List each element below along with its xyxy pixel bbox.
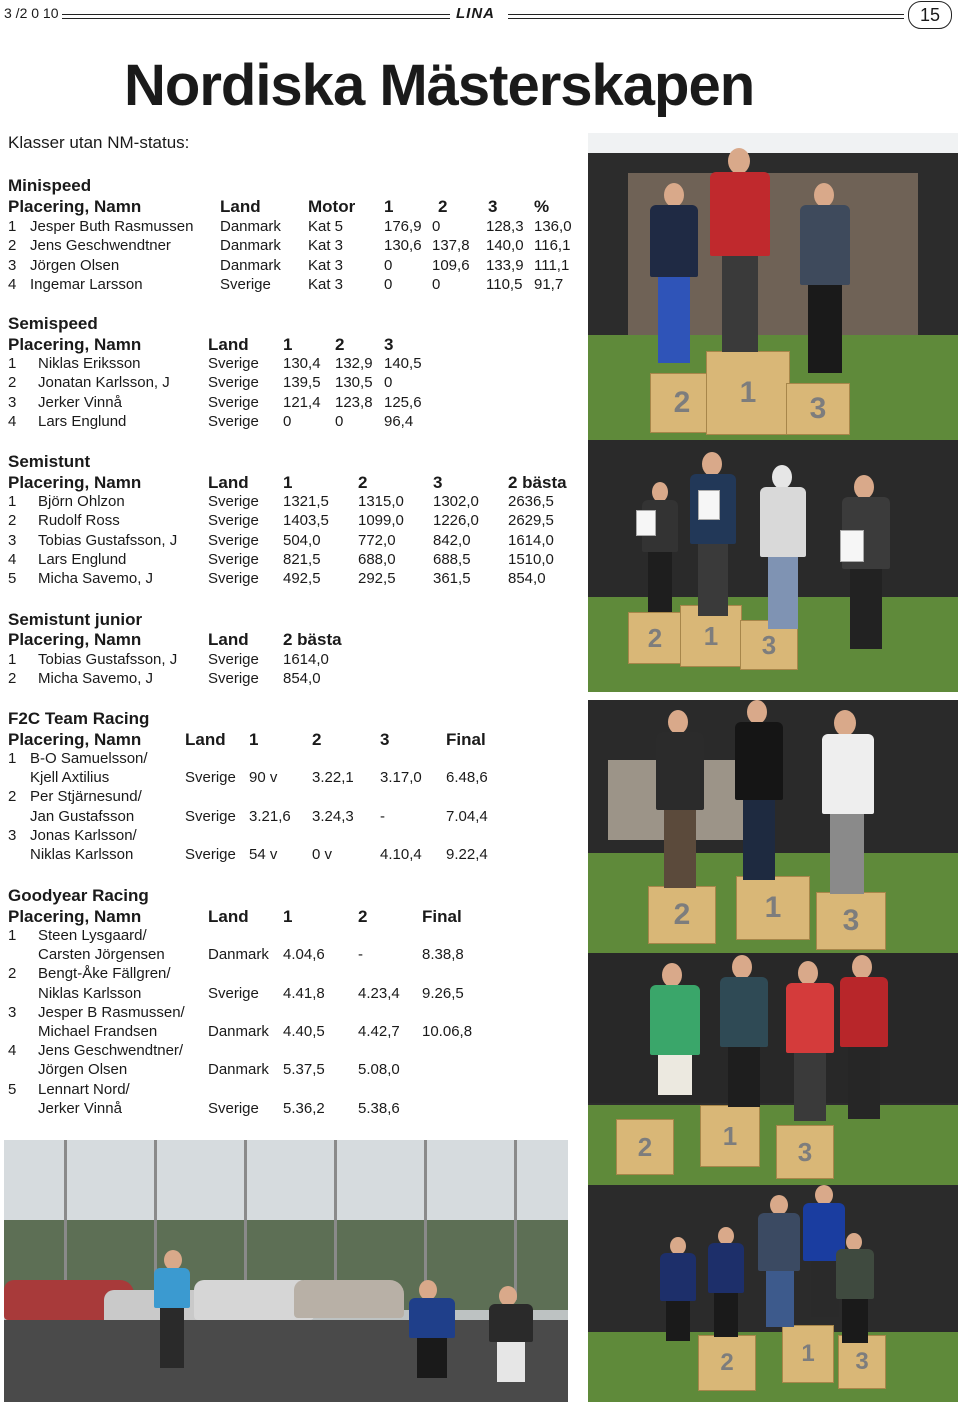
table-cell: 4 — [8, 550, 17, 568]
photo-podium-1 — [588, 133, 958, 440]
table-cell: Kjell Axtilius — [30, 769, 110, 787]
podium-2: 2 — [648, 886, 716, 944]
table-cell: Sverige — [208, 393, 259, 411]
table-cell: Sverige — [208, 512, 259, 530]
certificate — [636, 510, 656, 536]
column-header: 2 bästa — [283, 630, 342, 649]
table-cell: Per Stjärnesund/ — [30, 788, 142, 806]
table-cell: Jörgen Olsen — [30, 256, 120, 274]
table-cell: 1 — [8, 218, 17, 235]
column-header: 2 — [312, 730, 322, 749]
table-cell: Danmark — [220, 218, 281, 235]
table-cell: 0 — [432, 275, 441, 293]
column-header: 1 — [283, 335, 293, 354]
podium-2: 2 — [628, 612, 682, 664]
table-cell: Sverige — [220, 275, 271, 293]
podium-2: 2 — [698, 1335, 756, 1391]
table-cell: 3 — [8, 826, 17, 844]
table-cell: 125,6 — [384, 393, 422, 411]
table-cell: 2 — [8, 374, 17, 392]
table-cell: Jörgen Olsen — [38, 1061, 128, 1079]
table-cell: 2 — [8, 237, 17, 255]
table-cell: 2 — [8, 670, 17, 688]
table-cell: Sverige — [208, 984, 259, 1002]
podium-3: 3 — [838, 1335, 886, 1389]
semistunt-title: Semistunt — [8, 452, 91, 471]
table-cell: 3 — [8, 393, 17, 411]
podium-1: 1 — [782, 1325, 834, 1383]
table-cell: 504,0 — [283, 531, 321, 549]
table-cell: Sverige — [208, 493, 259, 510]
table-cell: Jerker Vinnå — [38, 1099, 122, 1117]
table-cell: 772,0 — [358, 531, 396, 549]
table-cell: Sverige — [208, 355, 259, 372]
table-cell: 132,9 — [335, 355, 373, 372]
table-cell: 130,4 — [283, 355, 321, 372]
table-cell: Kat 3 — [308, 237, 344, 255]
table-cell: 10.06,8 — [422, 1023, 473, 1040]
table-cell: 1403,5 — [283, 512, 329, 530]
column-header: Final — [446, 730, 486, 749]
table-cell: 688,0 — [358, 550, 396, 568]
table-cell: Sverige — [208, 531, 259, 549]
column-header: Placering, Namn — [8, 907, 142, 926]
table-cell: Sverige — [208, 1099, 259, 1117]
table-cell: Jens Geschwendtner — [30, 237, 171, 255]
table-cell: Kat 3 — [308, 256, 344, 274]
table-cell: 3 — [8, 256, 17, 274]
table-cell: 130,6 — [384, 237, 422, 255]
column-header: 3 — [384, 335, 394, 354]
table-cell: 2 — [8, 512, 17, 530]
table-cell: 1614,0 — [283, 651, 329, 668]
page-title: Nordiska Mästerskapen — [124, 53, 755, 118]
podium-1: 1 — [700, 1105, 760, 1167]
column-header: 3 — [488, 197, 498, 216]
table-cell: Steen Lysgaard/ — [38, 927, 147, 944]
table-cell: 139,5 — [283, 374, 321, 392]
table-cell: 1 — [8, 651, 17, 668]
table-cell: 140,0 — [486, 237, 524, 255]
table-cell: 2 — [8, 788, 17, 806]
table-cell: Michael Frandsen — [38, 1023, 158, 1040]
table-cell: 0 — [335, 412, 344, 430]
table-cell: 4.41,8 — [283, 984, 325, 1002]
table-cell: 4 — [8, 275, 17, 293]
table-cell: 6.48,6 — [446, 769, 488, 787]
table-cell: 121,4 — [283, 393, 321, 411]
podium-2: 2 — [616, 1119, 674, 1175]
table-cell: 9.26,5 — [422, 984, 464, 1002]
table-cell: Sverige — [208, 651, 259, 668]
table-cell: Micha Savemo, J — [38, 570, 154, 588]
certificate — [840, 530, 864, 562]
podium-1: 1 — [680, 605, 742, 667]
table-cell: 4.42,7 — [358, 1023, 400, 1040]
table-cell: 1 — [8, 927, 17, 944]
page-number: 15 — [908, 1, 952, 29]
table-cell: 4.10,4 — [380, 846, 422, 863]
car — [294, 1280, 404, 1318]
table-cell: 688,5 — [433, 550, 471, 568]
column-header: 3 — [433, 473, 443, 492]
table-cell: 3.22,1 — [312, 769, 354, 787]
table-cell: 133,9 — [486, 256, 524, 274]
table-cell: 54 v — [249, 846, 278, 863]
photo-podium-2 — [588, 440, 958, 692]
photo-podium-4 — [588, 953, 958, 1185]
column-header: Placering, Namn — [8, 197, 142, 216]
table-cell: 1 — [8, 493, 17, 510]
table-cell: 854,0 — [508, 570, 546, 588]
table-cell: Jonatan Karlsson, J — [38, 374, 170, 392]
table-cell: 5.08,0 — [358, 1061, 400, 1079]
column-header: Motor — [308, 197, 356, 216]
table-cell: 2636,5 — [508, 493, 554, 510]
table-cell: Sverige — [208, 670, 259, 688]
table-cell: Ingemar Larsson — [30, 275, 143, 293]
table-cell: Sverige — [208, 570, 259, 588]
table-cell: 1 — [8, 750, 17, 767]
table-cell: Jan Gustafsson — [30, 807, 135, 825]
table-cell: 4.23,4 — [358, 984, 400, 1002]
column-header: 3 — [380, 730, 390, 749]
table-cell: Sverige — [185, 807, 236, 825]
table-cell: 4 — [8, 412, 17, 430]
table-cell: - — [380, 807, 385, 825]
table-cell: 854,0 — [283, 670, 321, 688]
semistunt-junior-title: Semistunt junior — [8, 610, 143, 629]
table-cell: 821,5 — [283, 550, 321, 568]
table-cell: 111,1 — [534, 256, 570, 274]
table-cell: 5.37,5 — [283, 1061, 325, 1079]
table-cell: 0 — [283, 412, 292, 430]
table-cell: 5 — [8, 570, 17, 588]
table-cell: 3.24,3 — [312, 807, 354, 825]
column-header: Placering, Namn — [8, 335, 142, 354]
table-cell: 4 — [8, 1042, 17, 1060]
table-cell: 1 — [8, 355, 17, 372]
table-cell: 5 — [8, 1080, 17, 1098]
table-cell: Sverige — [208, 374, 259, 392]
table-cell: Sverige — [208, 412, 259, 430]
table-cell: Danmark — [208, 1061, 269, 1079]
column-header: Placering, Namn — [8, 630, 142, 649]
table-cell: 0 — [384, 256, 393, 274]
table-cell: 176,9 — [384, 218, 422, 235]
table-cell: 0 — [384, 275, 393, 293]
table-cell: 4.04,6 — [283, 946, 325, 964]
table-cell: Niklas Karlsson — [38, 984, 142, 1002]
table-cell: 1510,0 — [508, 550, 554, 568]
magazine-logo: LINA — [456, 5, 495, 22]
header-rule-left — [62, 14, 450, 15]
table-cell: 5.36,2 — [283, 1099, 325, 1117]
table-cell: Tobias Gustafsson, J — [38, 651, 178, 668]
table-cell: Danmark — [208, 946, 269, 964]
table-cell: 128,3 — [486, 218, 524, 235]
table-cell: Jens Geschwendtner/ — [38, 1042, 184, 1060]
table-cell: 91,7 — [534, 275, 564, 293]
table-cell: 2629,5 — [508, 512, 554, 530]
table-cell: 1321,5 — [283, 493, 329, 510]
semispeed-title: Semispeed — [8, 314, 98, 333]
photo-podium-5 — [588, 1185, 958, 1402]
table-cell: 842,0 — [433, 531, 471, 549]
table-cell: 1614,0 — [508, 531, 554, 549]
minispeed-title: Minispeed — [8, 176, 92, 195]
table-cell: Jerker Vinnå — [38, 393, 122, 411]
table-cell: B-O Samuelsson/ — [30, 750, 148, 767]
column-header: 1 — [283, 907, 293, 926]
table-cell: Danmark — [220, 256, 281, 274]
table-cell: Rudolf Ross — [38, 512, 120, 530]
table-cell: 1302,0 — [433, 493, 479, 510]
header-rule-right — [508, 14, 904, 15]
column-header: 2 bästa — [508, 473, 567, 492]
table-cell: Lennart Nord/ — [38, 1080, 130, 1098]
column-header: Land — [208, 907, 249, 926]
table-cell: 109,6 — [432, 256, 470, 274]
table-cell: Kat 5 — [308, 218, 344, 235]
table-cell: 492,5 — [283, 570, 321, 588]
f2c-title: F2C Team Racing — [8, 709, 150, 728]
photo-podium-3 — [588, 700, 958, 953]
goodyear-title: Goodyear Racing — [8, 886, 149, 905]
table-cell: Jonas Karlsson/ — [30, 826, 137, 844]
table-cell: Bengt-Åke Fällgren/ — [38, 965, 171, 983]
podium-3: 3 — [740, 620, 798, 670]
table-cell: 3.17,0 — [380, 769, 422, 787]
table-cell: 1315,0 — [358, 493, 404, 510]
table-cell: 0 — [384, 374, 393, 392]
table-cell: 8.38,8 — [422, 946, 464, 964]
table-cell: Sverige — [185, 846, 236, 863]
podium-3: 3 — [776, 1125, 834, 1179]
column-header: Land — [208, 335, 249, 354]
column-header: Land — [220, 197, 261, 216]
table-cell: 136,0 — [534, 218, 572, 235]
column-header: 1 — [249, 730, 259, 749]
table-cell: 361,5 — [433, 570, 471, 588]
table-cell: 4.40,5 — [283, 1023, 325, 1040]
header-rule-right-2 — [508, 18, 904, 19]
table-cell: 110,5 — [486, 275, 523, 293]
podium-3: 3 — [816, 892, 886, 950]
table-cell: Kat 3 — [308, 275, 344, 293]
column-header: 2 — [358, 473, 368, 492]
podium-1: 1 — [736, 876, 810, 940]
issue-number: 3 /2 0 10 — [4, 5, 59, 21]
table-cell: 0 — [432, 218, 441, 235]
podium-3: 3 — [786, 383, 850, 435]
table-cell: 137,8 — [432, 237, 470, 255]
certificate — [698, 490, 720, 520]
table-cell: 96,4 — [384, 412, 414, 430]
table-cell: Jesper Buth Rasmussen — [30, 218, 194, 235]
column-header: Placering, Namn — [8, 473, 142, 492]
column-header: Land — [185, 730, 226, 749]
table-cell: 140,5 — [384, 355, 422, 372]
podium-1: 1 — [706, 351, 790, 435]
table-cell: Niklas Eriksson — [38, 355, 141, 372]
table-cell: Danmark — [220, 237, 281, 255]
column-header: Placering, Namn — [8, 730, 142, 749]
table-cell: Björn Ohlzon — [38, 493, 125, 510]
table-cell: 3.21,6 — [249, 807, 291, 825]
table-cell: Carsten Jörgensen — [38, 946, 165, 964]
table-cell: 123,8 — [335, 393, 373, 411]
table-cell: - — [358, 946, 363, 964]
column-header: Final — [422, 907, 462, 926]
subtitle: Klasser utan NM-status: — [8, 133, 190, 152]
table-cell: 0 v — [312, 846, 333, 863]
table-cell: Niklas Karlsson — [30, 846, 134, 863]
column-header: 1 — [283, 473, 293, 492]
table-cell: Micha Savemo, J — [38, 670, 154, 688]
table-cell: Tobias Gustafsson, J — [38, 531, 178, 549]
podium-2: 2 — [650, 373, 714, 433]
table-cell: 5.38,6 — [358, 1099, 400, 1117]
table-cell: 9.22,4 — [446, 846, 488, 863]
table-cell: 130,5 — [335, 374, 373, 392]
header-rule-left-2 — [62, 18, 450, 19]
column-header: % — [534, 197, 550, 216]
table-cell: 1226,0 — [433, 512, 479, 530]
column-header: 2 — [335, 335, 345, 354]
table-cell: Jesper B Rasmussen/ — [38, 1003, 185, 1021]
table-cell: 292,5 — [358, 570, 396, 588]
table-cell: Sverige — [208, 550, 259, 568]
table-cell: Sverige — [185, 769, 236, 787]
table-cell: Danmark — [208, 1023, 269, 1040]
photo-track-race — [4, 1140, 568, 1402]
table-cell: Lars Englund — [38, 550, 127, 568]
table-cell: 116,1 — [534, 237, 571, 255]
table-cell: 2 — [8, 965, 17, 983]
table-cell: 1099,0 — [358, 512, 404, 530]
table-cell: 3 — [8, 531, 17, 549]
column-header: Land — [208, 473, 249, 492]
column-header: Land — [208, 630, 249, 649]
table-cell: 3 — [8, 1003, 17, 1021]
column-header: 1 — [384, 197, 394, 216]
column-header: 2 — [358, 907, 368, 926]
table-cell: Lars Englund — [38, 412, 127, 430]
table-cell: 7.04,4 — [446, 807, 488, 825]
table-cell: 90 v — [249, 769, 278, 787]
column-header: 2 — [438, 197, 448, 216]
